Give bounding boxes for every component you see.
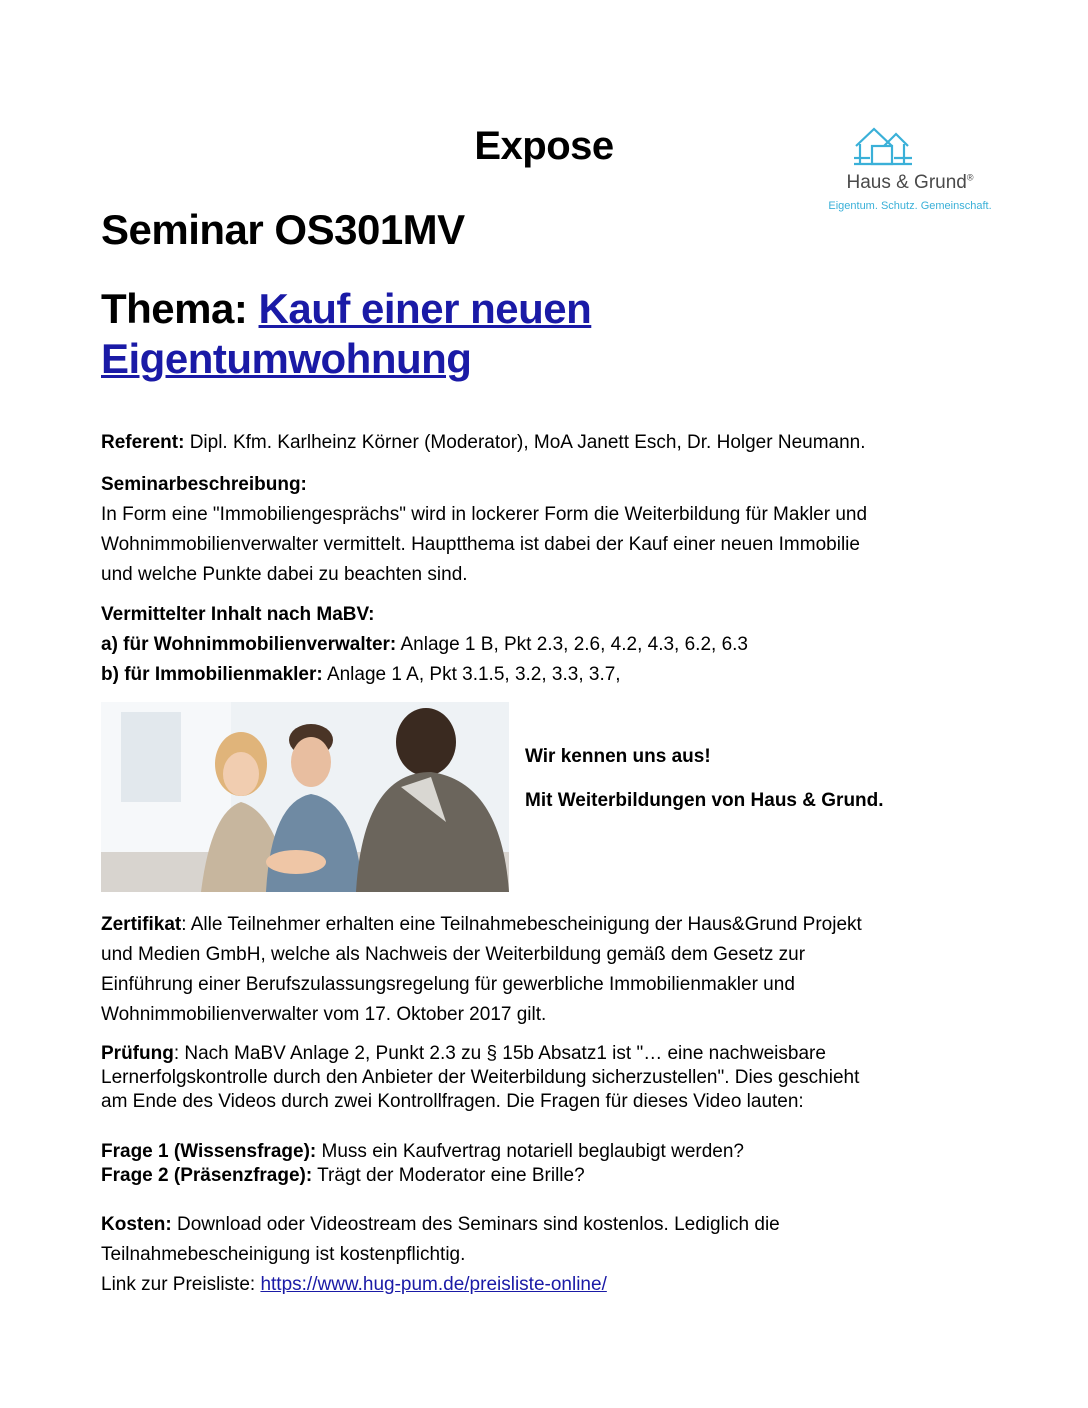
costs-label: Kosten: [101, 1214, 172, 1235]
exam-paragraph: Prüfung: Nach MaBV Anlage 2, Punkt 2.3 zu § 15b Absatz1 ist "… eine nachweisbare Lernerfolgskontrolle durch den Anbieter der Weiterbildung sicherzustellen". Dies geschieht am Ende des Videos durch zwei Kontrollfragen. Die Fragen für dieses Video lauten: [101, 1042, 981, 1114]
referent-text: Dipl. Kfm. Karlheinz Körner (Moderator), MoA Janett Esch, Dr. Holger Neumann. [189, 432, 866, 453]
description-label: Seminarbeschreibung: [101, 474, 307, 495]
slogan-line: Wir kennen uns aus! [525, 746, 711, 767]
costs-paragraph: Kosten: Download oder Videostream des Seminars sind kostenlos. Lediglich die Teilnahmebescheinigung ist kostenpflichtig. Link zur Preisliste: https://www.hug-pum.de/preisliste-online/ [101, 1210, 981, 1300]
exam-line: am Ende des Videos durch zwei Kontrollfragen. Die Fragen für dieses Video lauten: [101, 1091, 804, 1112]
content-paragraph [101, 600, 981, 690]
price-list-label: Link zur Preisliste: [101, 1274, 256, 1295]
certificate-paragraph: Zertifikat: Alle Teilnehmer erhalten eine Teilnahmebescheinigung der Haus&Grund Projekt und Medien GmbH, welche als Nachweis der Weiterbildung gemäß dem Gesetz zur Einführung einer Berufszulassungsregelung für gewerbliche Immobilienmakler und Wohnimmobilienverwalter vom 17. Oktober 2017 gilt. [101, 910, 981, 1030]
content-label: Vermittelter Inhalt nach MaBV: [101, 604, 375, 625]
topic-heading [101, 284, 661, 384]
exam-questions [101, 1140, 981, 1188]
costs-line: Teilnahmebescheinigung ist kostenpflichtig. [101, 1244, 466, 1265]
referent-paragraph [101, 428, 981, 458]
topic-link[interactable]: Kauf einer neuen [258, 285, 592, 332]
document-title: Expose [474, 124, 614, 168]
content-item-b: b) für Immobilienmakler: Anlage 1 A, Pkt 3.1.5, 3.2, 3.3, 3.7, [101, 664, 621, 685]
referent-label: Referent: [101, 432, 185, 453]
description-line: Wohnimmobilienverwalter vermittelt. Hauptthema ist dabei der Kauf einer neuen Immobilie [101, 534, 860, 555]
price-list-link[interactable]: https://www.hug-pum.de/preisliste-online/ [260, 1274, 607, 1295]
description-line: und welche Punkte dabei zu beachten sind. [101, 564, 468, 585]
logo-tagline: Eigentum. Schutz. Gemeinschaft. [828, 200, 992, 212]
haus-und-grund-logo [828, 120, 992, 220]
seminar-title: Seminar OS301MV [101, 206, 465, 253]
exam-label: Prüfung [101, 1043, 174, 1064]
description-line: In Form eine "Immobiliengesprächs" wird in lockerer Form die Weiterbildung für Makler und [101, 504, 868, 525]
slogan-line: Mit Weiterbildungen von Haus & Grund. [525, 790, 884, 811]
topic-label: Thema: [101, 285, 248, 332]
question-1: Frage 1 (Wissensfrage): Muss ein Kaufvertrag notariell beglaubigt werden? [101, 1141, 744, 1162]
question-2: Frage 2 (Präsenzfrage): Trägt der Moderator eine Brille? [101, 1165, 585, 1186]
description-paragraph [101, 470, 981, 590]
certificate-line: Einführung einer Berufszulassungsregelung für gewerbliche Immobilienmakler und [101, 974, 795, 995]
seminar-photo [101, 702, 509, 892]
content-item-a: a) für Wohnimmobilienverwalter: Anlage 1 B, Pkt 2.3, 2.6, 4.2, 4.3, 6.2, 6.3 [101, 634, 748, 655]
certificate-line: und Medien GmbH, welche als Nachweis der Weiterbildung gemäß dem Gesetz zur [101, 944, 806, 965]
exam-line: Lernerfolgskontrolle durch den Anbieter der Weiterbildung sicherzustellen". Dies geschieht [101, 1067, 860, 1088]
certificate-label: Zertifikat [101, 914, 182, 935]
slogan [525, 742, 884, 830]
topic-link-line2[interactable]: Eigentumwohnung [101, 335, 472, 382]
house-icon [848, 124, 980, 174]
logo-brand-name: Haus & Grund® [846, 172, 974, 193]
certificate-line: Wohnimmobilienverwalter vom 17. Oktober 2017 gilt. [101, 1004, 547, 1025]
